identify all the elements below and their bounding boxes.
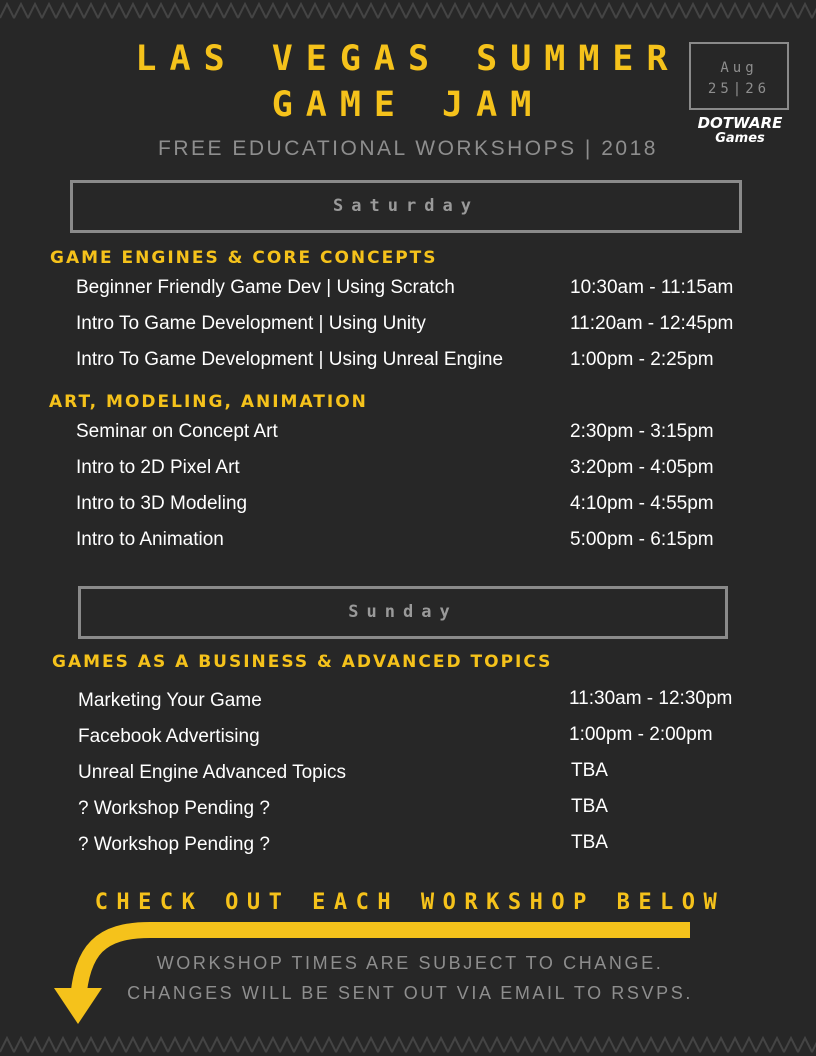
- section-heading-game-engines: GAME ENGINES & CORE CONCEPTS: [50, 248, 438, 268]
- event-subtitle: FREE EDUCATIONAL WORKSHOPS | 2018: [158, 137, 658, 160]
- workshop-time: TBA: [571, 832, 608, 853]
- event-title: [130, 36, 686, 128]
- logo-word-games: Games: [715, 131, 765, 146]
- workshop-time: 11:30am - 12:30pm: [569, 688, 733, 709]
- workshop-row: [78, 798, 758, 826]
- workshop-row: [78, 726, 758, 754]
- workshop-time: 1:00pm - 2:25pm: [570, 349, 714, 370]
- title-line-2: GAME JAM: [271, 85, 545, 125]
- section-heading-business: GAMES AS A BUSINESS & ADVANCED TOPICS: [52, 652, 553, 672]
- top-zigzag-border: [0, 0, 816, 22]
- workshop-row: [78, 690, 758, 718]
- logo-word-dotware: DOTWARE: [697, 114, 783, 132]
- workshop-time: TBA: [571, 796, 608, 817]
- workshop-name: ? Workshop Pending ?: [78, 798, 270, 819]
- schedule-change-note: WORKSHOP TIMES ARE SUBJECT TO CHANGE.: [156, 953, 664, 973]
- workshop-row: [76, 421, 756, 449]
- workshop-row: [76, 277, 756, 305]
- workshop-name: Intro To Game Development | Using Unreal Engine: [76, 349, 504, 370]
- section-heading-art-modeling: ART, MODELING, ANIMATION: [49, 392, 368, 412]
- check-out-workshops-banner: CHECK OUT EACH WORKSHOP BELOW: [94, 890, 726, 915]
- workshop-time: 5:00pm - 6:15pm: [570, 529, 714, 550]
- rsvp-email-note: CHANGES WILL BE SENT OUT VIA EMAIL TO RSVPS.: [127, 983, 693, 1003]
- date-days: 25|26: [707, 81, 771, 97]
- date-month: Aug: [720, 60, 758, 76]
- workshop-name: Marketing Your Game: [78, 690, 262, 711]
- workshop-name: Facebook Advertising: [78, 726, 260, 747]
- workshop-row: [76, 349, 756, 377]
- workshop-time: 4:10pm - 4:55pm: [570, 493, 714, 514]
- workshop-row: [78, 762, 758, 790]
- workshop-name: Intro to 2D Pixel Art: [76, 457, 240, 478]
- workshop-time: 2:30pm - 3:15pm: [570, 421, 714, 442]
- dotware-logo: [690, 116, 790, 146]
- workshop-time: 10:30am - 11:15am: [570, 277, 734, 298]
- workshop-row: [76, 529, 756, 557]
- workshop-row: [76, 457, 756, 485]
- workshop-name: Intro To Game Development | Using Unity: [76, 313, 426, 334]
- workshop-time: 3:20pm - 4:05pm: [570, 457, 714, 478]
- workshop-name: Intro to 3D Modeling: [76, 493, 248, 514]
- date-badge: [689, 42, 789, 110]
- title-line-1: LAS VEGAS SUMMER: [135, 39, 681, 79]
- workshop-row: [76, 493, 756, 521]
- workshop-name: Seminar on Concept Art: [76, 421, 278, 442]
- workshop-time: 1:00pm - 2:00pm: [569, 724, 713, 745]
- workshop-name: Intro to Animation: [76, 529, 224, 550]
- workshop-time: 11:20am - 12:45pm: [570, 313, 734, 334]
- sunday-header: Sunday: [78, 586, 728, 639]
- workshop-name: ? Workshop Pending ?: [78, 834, 270, 855]
- saturday-header: Saturday: [70, 180, 742, 233]
- workshop-time: TBA: [571, 760, 608, 781]
- workshop-row: [76, 313, 756, 341]
- workshop-name: Unreal Engine Advanced Topics: [78, 762, 346, 783]
- workshop-row: [78, 834, 758, 862]
- bottom-zigzag-border: [0, 1034, 816, 1056]
- workshop-name: Beginner Friendly Game Dev | Using Scratch: [76, 277, 455, 298]
